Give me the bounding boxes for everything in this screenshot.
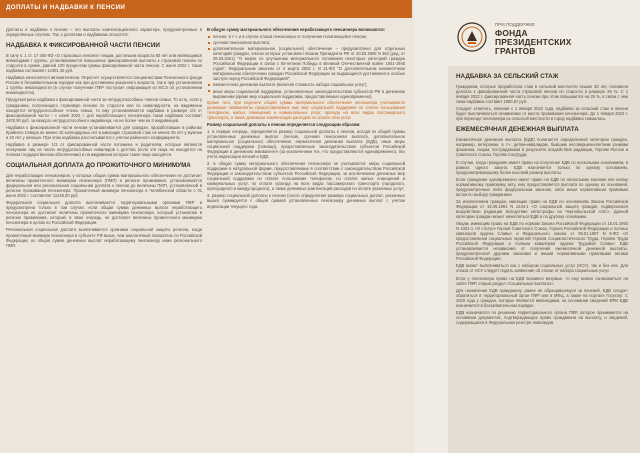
paragraph: Гражданам, которые проработали стаж в сельской местности свыше 30 лет, положена доплата к фиксированной части страховой пенсии по старости в размере 25 %. С 1 января 2022 г. фиксированная часть пенсии при этом повышается на 25 %, в связи с чем сама надбавка составит 1800,67 руб. bbox=[456, 84, 628, 105]
included-income-list bbox=[207, 34, 405, 99]
heading-rural-experience: НАДБАВКА ЗА СЕЛЬСКИЙ СТАЖ bbox=[456, 73, 559, 80]
calculation-step: 3. размер социальной доплаты к пенсии (после определения размера социальных доплат, указанных выше) суммируется с общей суммой установленных пенсионеру денежных выплат с учетом индексации текущего года. bbox=[207, 193, 405, 209]
right-column bbox=[456, 68, 628, 327]
paragraph: В случае, когда гражданин имеет право на получение ЕДВ по нескольким основаниям, в рамках одного закона, ЕДВ назначается только по одному основанию, предусматривающему более высокий размер выплаты. bbox=[456, 159, 628, 175]
middle-column bbox=[207, 27, 405, 211]
paragraph: Надбавка к фиксированной части пенсии устанавливается для граждан, проработавших в районах Крайнего Севера не менее 15 календарных лет и имеющих страховой стаж не менее 25 лет у мужчин и 20 лет у женщин. При этом надбавка рассчитывается с учетом районного коэффициента. bbox=[6, 124, 202, 140]
paragraph: Для неработающих пенсионеров, у которых общая сумма материального обеспечения не достигает величины прожиточного минимума пенсионера (ПМП) в регионе проживания, устанавливается федеральная или региональная социальная доплата к пенсии до величины ПМП, установленной в регионе проживания пенсионера. Прожиточный минимум пенсионера в Челябинской области с 01 июня 2022 г. составляет 11245,00 руб. bbox=[6, 172, 202, 199]
banner-title: ДОПЛАТЫ И НАДБАВКИ К ПЕНСИИ bbox=[6, 4, 126, 11]
list-item: пенсия, в т.ч. и в случае отказа пенсионера от получения полагающейся пенсии; bbox=[207, 34, 405, 39]
calculation-step: 1. в первую очередь, определяется размер социальной доплаты к пенсии, исходя из общей суммы установленных денежных выплат (пенсия, срочная пенсионная выплата, дополнительное материальное (социальное) обеспечение, ежемесячная денежная выплата (ЕДВ), иные меры социальной поддержки (помощи), предоставленные законодательством субъектов Российской Федерации в денежном эквиваленте (за исключением тех, что предоставляются единовременно), без учета индексации пенсий и ЕДВ; bbox=[207, 128, 405, 160]
logo-line-1: ФОНДА bbox=[495, 28, 528, 38]
logo-line-3: ГРАНТОВ bbox=[495, 46, 536, 56]
heading-fixed-part-supplement: НАДБАВКА К ФИКСИРОВАННОЙ ЧАСТИ ПЕНСИИ bbox=[6, 42, 160, 50]
logo-support-text: ПРИ ПОДДЕРЖКЕ bbox=[495, 22, 535, 27]
paragraph: В силу п. 1 ст. 17 400-ФЗ «О страховых пенсиях» лицам, достигшим возраста 80 лет или являющимся инвалидами I группы, устанавливается повышение фиксированной выплаты к страховой пенсии по старости в сумме, равной 100 процентам суммы фиксированной части пенсии. С июня 2022 г. такая надбавка составляет 14401,46 руб. bbox=[6, 53, 202, 74]
list-item: дополнительное материальное (социальное) обеспечение – предусмотрено для отдельных категорий граждан, список которых установлен Указом Президента РФ от 30.03.2005 N 363 (ред. от 25.03.2021) "О мерах по улучшению материального положения некоторых категорий граждан Российской Федерации в связи с 60-летием Победы в Великой Отечественной войне 1941-1945 годов", Федеральным законом от 4 марта 2002 г. N 21-ФЗ "О дополнительном ежемесячном материальном обеспечении граждан Российской Федерации за выдающиеся достижения и особые заслуги перед Российской Федерацией"; bbox=[207, 46, 405, 81]
presidential-grants-emblem-icon bbox=[457, 22, 487, 52]
paragraph: Региональная социальная доплата выплачивается органами социальной защиты региона, когда прожиточный минимум пенсионера в субъекте РФ выше, чем аналогичный показатель по Российской Федерации, но общая сумма денежных выплат неработающему пенсионеру ниже регионального ПМП. bbox=[6, 227, 202, 248]
paragraph: Лицам, имеющим право на ЕДВ по нормам Закона Российской Федерации от 15.01.1993 N 4301-1 «О статусе Героев Советского Союза, Героев Российской Федерации и полных кавалеров ордена Славы» и Федерального закона от 09.01.1997 N 5-ФЗ «О предоставлении социальных гарантий Героям Социалистического Труда, Героям Труда Российской Федерации и полным кавалерам ордена Трудовой Славы» ЕДВ устанавливается независимо от получения ежемесячной денежной выплаты, предусмотренной другими законами и иными нормативными правовыми актами Российской Федерации. bbox=[456, 221, 628, 262]
paragraph: Если у пенсионера право на ЕДВ возникло впервые, то ему можно ознакомиться на сайте ПФР, открыв раздел «Социальные выплаты». bbox=[456, 275, 628, 286]
paragraph: Ежемесячная денежная выплата (ЕДВ) полагается определенной категории граждан, например, ветеранам, в т.ч. детям-инвалидам, бывшим несовершеннолетним узникам фашизма, лицам, пострадавшим в результате воздействия радиации, Героям России и Советского Союза, Героям Соцтруда. bbox=[456, 137, 628, 158]
logo-line-2: ПРЕЗИДЕНТСКИХ bbox=[495, 37, 572, 47]
paragraph: ЕДВ назначается по решению территориального органа ПФР, которое принимается на основании документов, подтверждающих право гражданина на выплату, и сведений, содержащихся в Федеральном реестре инвалидов. bbox=[456, 309, 628, 325]
highlighted-note: Кроме того, при подсчете общей суммы материального обеспечения пенсионера учитываются денежные эквиваленты предоставляемых ему мер социальной поддержки по оплате пользования телефоном, жилых помещений и коммунальных услуг, проезда на всех видах пассажирского транспорта, а также денежные компенсации расходов по оплате этих услуг. bbox=[207, 99, 405, 120]
included-income-lead: В общую сумму материального обеспечения неработающего пенсионера включаются: bbox=[207, 27, 385, 32]
paragraph: Для назначения ЕДВ гражданину, ранее не обращавшемуся за пенсией, ЕДВ следует обратиться в территориальный орган ПФР или в МФЦ, а также на портале Госуслуг. С 2020 года у граждан, которые являются инвалидами, на основании сведений ФРИ ЕДВ назначается в беззаявительном порядке. bbox=[456, 287, 628, 308]
paragraph: Надбавка начисляется автоматически. Пересчет осуществляется специалистами Пенсионного фонда России в беззаявительном порядке как при достижении указанного возраста, так и при установлении 1 группы инвалидности (в случае получения ПФР поступает информация из МСЭ об установлении инвалидности). bbox=[6, 75, 202, 96]
paragraph: Федеральная социальная доплата выплачивается территориальными органами ПФР и предусмотрена только в том случае, если общая сумма денежных выплат неработающего пенсионера не достигает величины прожиточного минимума пенсионера, который установлен в регионе проживания, который, в свою очередь, не достигает величины прожиточного минимума пенсионера в целом по Российской Федерации. bbox=[6, 200, 202, 226]
paragraph: За исключением граждан, имеющих право на ЕДВ по основаниям Закона Российской Федерации от 15.05.1991 N 1244-1 «О социальной защите граждан, подвергшихся воздействию радиации вследствие катастрофы на Чернобыльской АЭС». Данной категории граждан может начисляться ЕДВ и по другому основанию. bbox=[456, 198, 628, 219]
intro-paragraph: Доплаты и надбавки к пенсии – это выплаты компенсационного характера, предусмотренные в определённых случаях. Так, к доплатам и надбавкам относятся: bbox=[6, 27, 202, 38]
paragraph: Если гражданин одновременно имеет право на ЕДВ по нескольким законам или иному нормативному правовому акту, ему предоставляется выплата по одному из оснований, предусмотренных либо федеральным законом, либо иным нормативным правовым актом по выбору гражданина. bbox=[456, 176, 628, 197]
list-item: ежемесячная денежная выплата (включая стоимость набора социальных услуг); bbox=[207, 82, 405, 87]
left-column bbox=[6, 27, 202, 250]
list-item: срочная пенсионная выплата; bbox=[207, 40, 405, 45]
heading-monthly-payment: ЕЖЕМЕСЯЧНАЯ ДЕНЕЖНАЯ ВЫПЛАТА bbox=[456, 126, 579, 134]
paragraph: Надбавка в размере 1/3 от фиксированной части положена и родителям, которые являются опекунами лиц из числа нетрудоспособных инвалидов с детства (если эти лица не находятся на полном государственном обеспечении) и на иждивении которых такие лица находятся. bbox=[6, 141, 202, 157]
paragraph: Предусмотрена надбавка к фиксированной части за нетрудоспособных членов семьи. То есть, если у гражданина, получающего страховую пенсию по старости или по инвалидности, на иждивении находятся нетрудоспособные члены семьи, то ему устанавливается надбавка в размере 1/3 от фиксированной части – с июня 2022 г. для неработающего пенсионера такая надбавка составит 2400,90 руб. за каждого нетрудоспособного иждивенца, но не более чем на 3 иждивенцев. bbox=[6, 97, 202, 123]
calculation-step: 2. в общую сумму материального обеспечения пенсионера не учитывается: меры социальной поддержки в натуральной форме, предоставляемые в соответствии с законодательством Российской Федерации и законодательством субъектов Российской Федерации, за исключением денежных мер социальной поддержки по оплате пользования телефоном, по оплате жилых помещений и коммунальных услуг, по оплате проезда на всех видах пассажирского транспорта (городского, пригородного и междугородного), а также денежных компенсаций расходов по оплате указанных услуг; bbox=[207, 161, 405, 192]
section-banner bbox=[0, 0, 412, 18]
paragraph: ЕДВ может выплачиваться как с набором социальных услуг (НСУ), так и без них. Для отказа от НСУ следует подать заявление об отказе от набора социальных услуг. bbox=[456, 263, 628, 274]
heading-social-supplement: СОЦИАЛЬНАЯ ДОПЛАТА ДО ПРОЖИТОЧНОГО МИНИМУМА bbox=[6, 161, 191, 169]
calculation-heading: Размер социальной доплаты к пенсии определяется следующим образом: bbox=[207, 121, 361, 127]
paragraph: Следует отметить, начиная с 1 января 2022 года, надбавка за сельский стаж в пенсии будет выплачиваться независимо от места проживания пенсионера. До 1 января 2022 г. при переезде пенсионера из сельской местности в город надбавка снималась. bbox=[456, 106, 628, 122]
list-item: иные меры социальной поддержки, установленные законодательством субъектов РФ в денежном выражении (кроме мер социальной поддержки, предоставляемых единовременно). bbox=[207, 89, 405, 99]
